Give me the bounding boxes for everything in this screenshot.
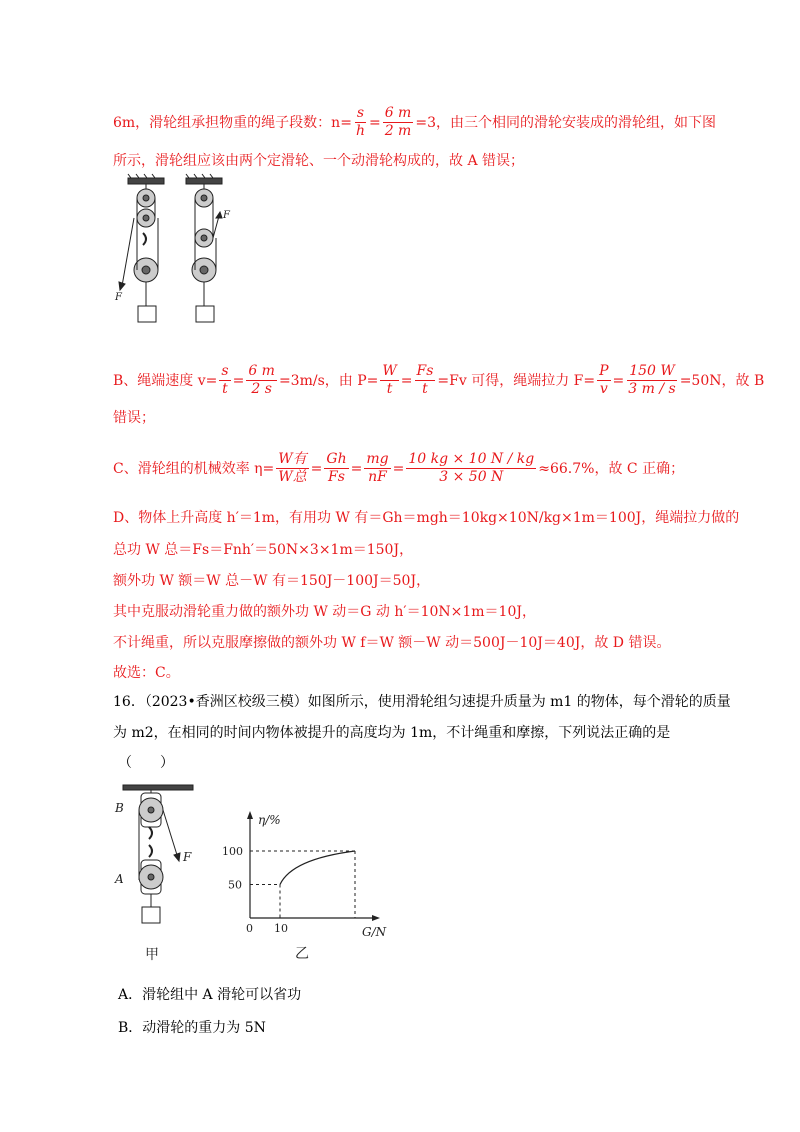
fraction-gh-over-fs: $\frac{Gh}{Fs}$ [326,451,347,486]
solution-line-d1: D、物体上升高度 h′＝1m，有用功 W 有＝Gh＝mgh＝10kg×10N/kg×1m＝100J，绳端拉力做的 [113,510,740,526]
solution-line-d2: 总功 W 总＝Fs＝Fnh′＝50N×3×1m＝150J， [113,542,414,558]
option-b: B．动滑轮的重力为 5N [118,1020,266,1036]
solution-line-1: 6m，滑轮组承担物重的绳子段数：n= $\frac{s}{h}$ = $\frac{6 m}{2 m}$ =3，由三个相同的滑轮安装成的滑轮组，如下图 [113,105,716,140]
y-tick-50: 50 [228,878,242,892]
y-tick-100: 100 [222,845,243,858]
force-label-left: F [115,292,122,303]
x-axis-arrow [372,915,380,921]
solution-line-b2: 错误； [113,410,155,426]
solution-line-b: B、绳端速度 v= $\frac{s}{t}$ = $\frac{6 m}{2 s}$ =3m/s，由 P= $\frac{W}{t}$ = $\frac{Fs}{t}$ =Fv 可得，绳端拉力 F= $\frac{P}{v}$ = $\frac{150 W}{3 m / s}$ =50N，故 B [113,363,765,398]
label-pulley-a: A [115,872,124,886]
fraction-wuse-over-wtotal: $\frac{\text{W有}}{\text{W总}}$ [278,451,307,486]
y-axis-label: η/% [258,813,281,827]
question-16-line-2: 为 m2，在相同的时间内物体被提升的高度均为 1m，不计绳重和摩擦，下列说法正确的是 [113,725,671,741]
x-tick-10: 10 [274,922,288,935]
pulley-figure-1 [113,178,233,328]
y-axis-arrow [247,811,253,819]
solution-line-d3: 额外功 W 额＝W 总－W 有＝150J－100J＝50J， [113,573,431,589]
solution-line-d4: 其中克服动滑轮重力做的额外功 W 动＝G 动 h′＝10N×1m＝10J， [113,604,536,620]
fraction-6m-over-2s: $\frac{6 m}{2 s}$ [248,363,275,398]
solution-line-c: C、滑轮组的机械效率 η= $\frac{\text{W有}}{\text{W总}}$ = $\frac{Gh}{Fs}$ = $\frac{mg}{nF}$ = $\frac{10 kg \times 10 N / kg}{3 \times 50 N}$ ≈66.7%，故 C 正确； [113,451,685,486]
fraction-s-over-h: $\frac{s}{h}$ [355,105,365,140]
x-axis-label: G/N [362,925,387,939]
fraction-6m-over-2m: $\frac{6 m}{2 m}$ [384,105,412,140]
fraction-150w-over-3ms: $\frac{150 W}{3 m / s}$ [628,363,676,398]
question-16-line-1: 16．（2023•香洲区校级三模）如图所示，使用滑轮组匀速提升质量为 m1 的物体，每个滑轮的质量 [113,694,731,710]
x-tick-0: 0 [246,922,253,935]
option-a: A．滑轮组中 A 滑轮可以省功 [118,987,302,1003]
solution-line-2: 所示，滑轮组应该由两个定滑轮、一个动滑轮构成的，故 A 错误； [113,153,525,169]
efficiency-curve [280,851,355,885]
force-label-right: F [223,210,230,221]
efficiency-chart [222,800,395,962]
label-force-f: F [183,850,192,864]
label-pulley-b: B [115,801,124,815]
fraction-p-over-v: $\frac{P}{v}$ [599,363,609,398]
caption-yi: 乙 [295,946,309,962]
pulley-system-right [186,174,222,322]
pulley-system-left [119,174,164,322]
fraction-mg-over-nf: $\frac{mg}{nF}$ [366,451,389,486]
fraction-fs-over-t: $\frac{Fs}{t}$ [416,363,434,398]
fraction-numeric: $\frac{10 kg \times 10 N / kg}{3 \times 50 N}$ [408,451,535,486]
question-16-paren: （ ） [118,755,174,771]
caption-jia: 甲 [145,947,159,963]
pulley-figure-jia [113,785,203,963]
fraction-s-over-t: $\frac{s}{t}$ [221,363,229,398]
fraction-w-over-t: $\frac{W}{t}$ [382,363,397,398]
solution-line-d5: 不计绳重，所以克服摩擦做的额外功 W f＝W 额－W 动＝500J－10J＝40J，故 D 错误。 [113,635,671,651]
answer-line: 故选：C。 [113,665,180,681]
